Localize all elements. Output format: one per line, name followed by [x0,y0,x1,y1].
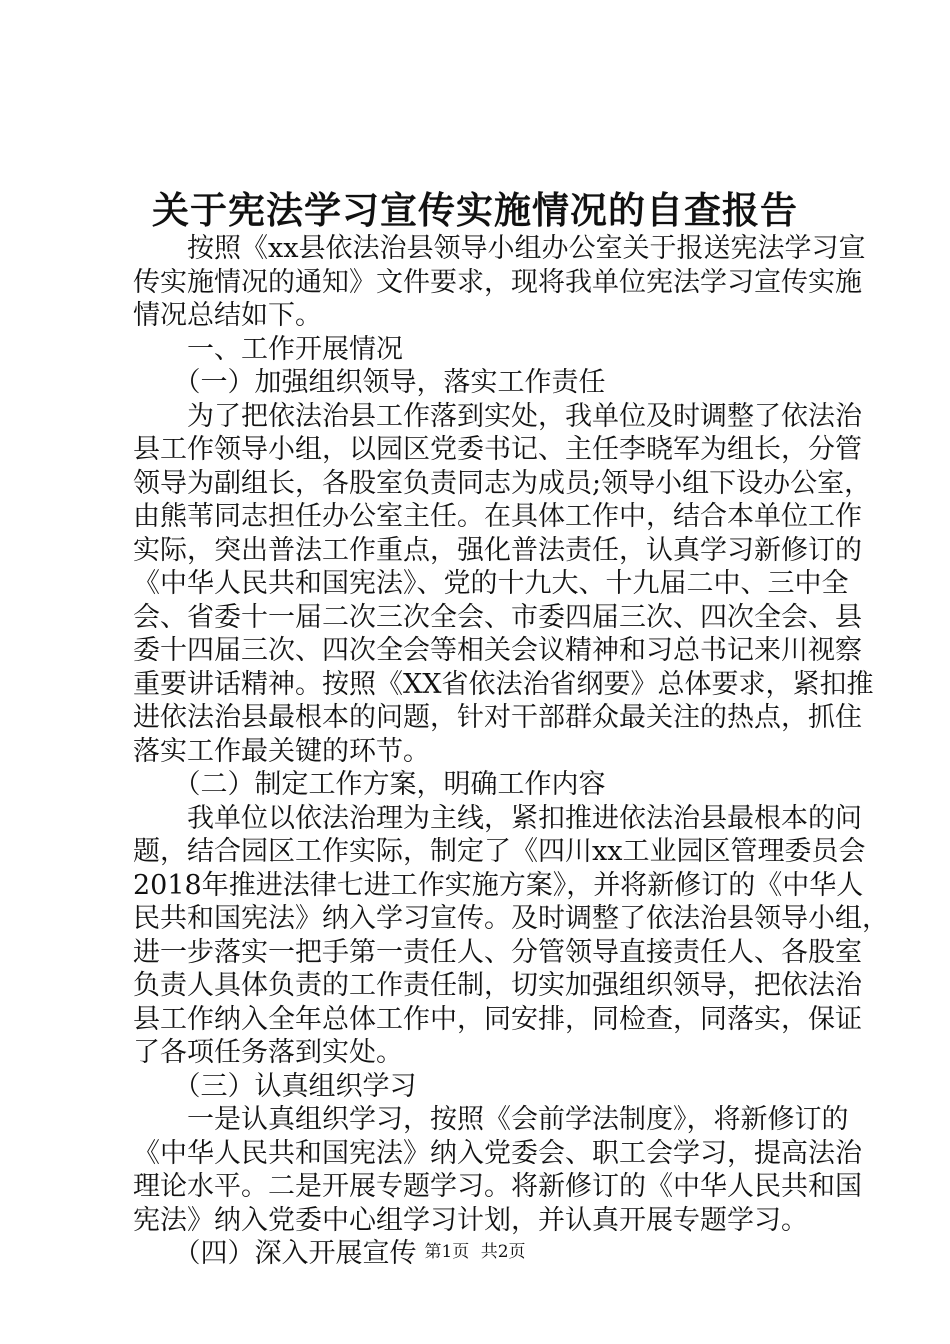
text-line: 一是认真组织学习，按照《会前学法制度》，将新修订的 [133,1104,849,1135]
text-line: 委十四届三次、四次全会等相关会议精神和习总书记来川视察 [133,635,862,666]
text-line: 我单位以依法治理为主线，紧扣推进依法治县最根本的问 [133,802,862,834]
text-line: 为了把依法治县工作落到实处，我单位及时调整了依法治 [133,400,862,432]
text-line: （二）制定工作方案，明确工作内容 [133,769,606,800]
text-line: 落实工作最关键的环节。 [133,735,430,767]
text-line: 传实施情况的通知》文件要求，现将我单位宪法学习宣传实施 [133,266,862,298]
text-line: （一）加强组织领导，落实工作责任 [133,367,606,398]
text-line: 进一步落实一把手第一责任人、分管领导直接责任人、各股室 [133,936,862,968]
text-line: （三）认真组织学习 [133,1070,417,1102]
text-line: 《中华人民共和国宪法》纳入党委会、职工会学习，提高法治 [133,1137,862,1169]
text-line: 一、工作开展情况 [133,333,403,365]
text-line: 领导为副组长，各股室负责同志为成员;领导小组下设办公室， [133,467,872,499]
page-footer [0,1240,950,1264]
document-title: 关于宪法学习宣传实施情况的自查报告 [152,188,798,232]
text-line: 负责人具体负责的工作责任制，切实加强组织领导，把依法治 [133,970,862,1001]
text-line: 县工作领导小组，以园区党委书记、主任李晓军为组长，分管 [133,434,862,465]
text-line: 宪法》纳入党委中心组学习计划，并认真开展专题学习。 [133,1204,808,1236]
text-line: 理论水平。二是开展专题学习。将新修订的《中华人民共和国 [133,1171,862,1202]
text-line: 了各项任务落到实处。 [133,1037,403,1068]
text-line: 由熊苇同志担任办公室主任。在具体工作中，结合本单位工作 [133,501,862,532]
text-line: 实际，突出普法工作重点，强化普法责任，认真学习新修订的 [133,534,862,566]
page-total: 共2页 [480,1242,526,1262]
text-line: 情况总结如下。 [133,300,322,331]
text-line: 会、省委十一届二次三次全会、市委四届三次、四次全会、县 [133,601,862,633]
text-line: 按照《xx县依法治县领导小组办公室关于报送宪法学习宣 [133,233,866,264]
page-number: 第1页 [424,1242,470,1262]
text-line: 2018年推进法律七进工作实施方案》，并将新修订的《中华人 [133,869,864,901]
document-body [133,232,889,1271]
text-line: 民共和国宪法》纳入学习宣传。及时调整了依法治县领导小组， [133,903,889,934]
text-line: 题，结合园区工作实际，制定了《四川xx工业园区管理委员会 [133,836,866,867]
text-line: 县工作纳入全年总体工作中，同安排，同检查，同落实，保证 [133,1003,862,1035]
text-line: 《中华人民共和国宪法》、党的十九大、十九届二中、三中全 [133,568,849,599]
text-line: （四）深入开展宣传 [133,1238,417,1269]
text-line: 重要讲话精神。按照《XX省依法治省纲要》总体要求，紧扣推 [133,668,874,700]
text-line: 进依法治县最根本的问题，针对干部群众最关注的热点，抓住 [133,702,862,733]
